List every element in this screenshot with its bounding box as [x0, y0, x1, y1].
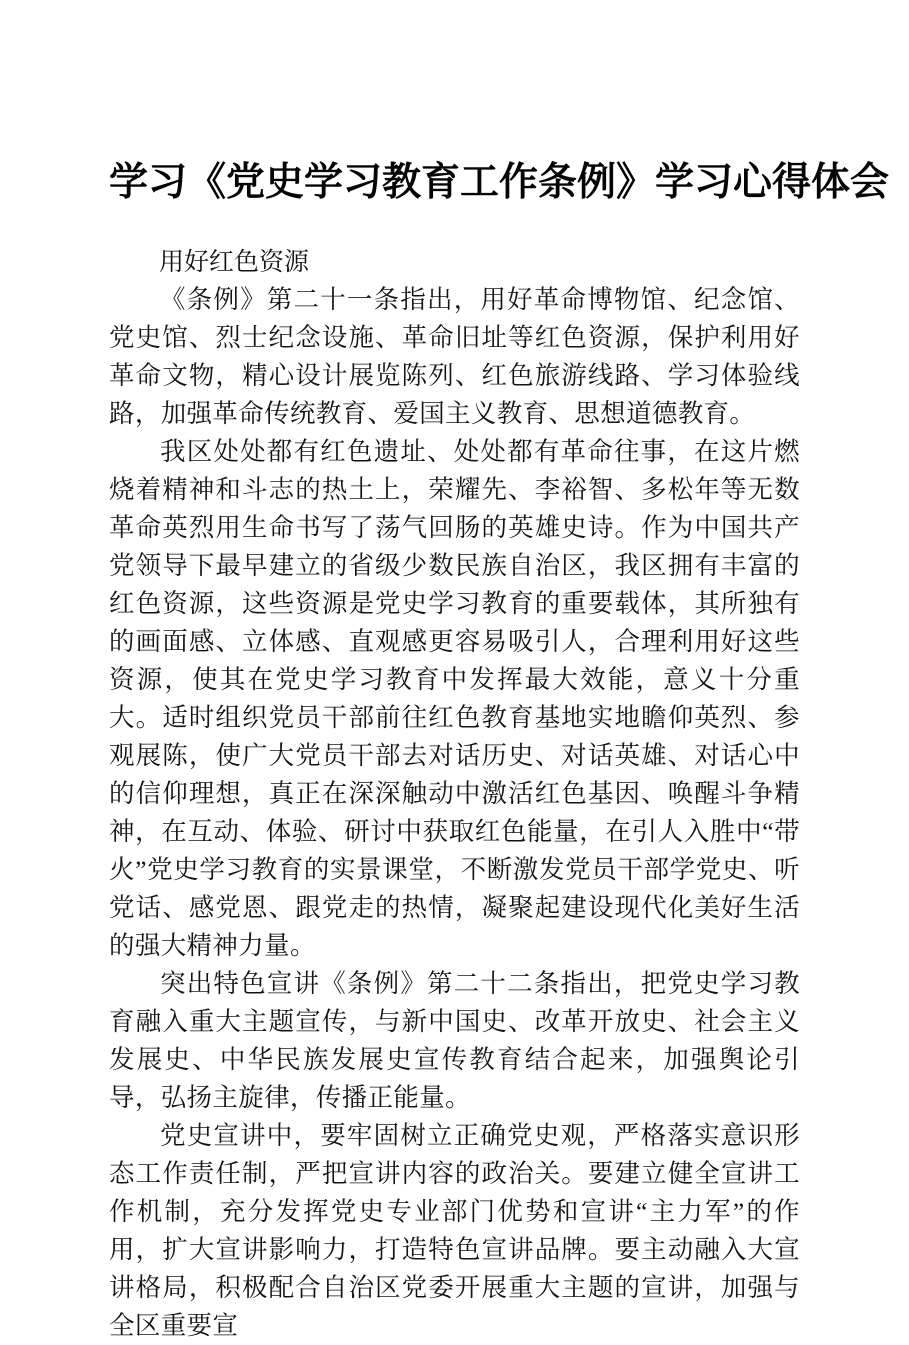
body-paragraph-3: 突出特色宣讲《条例》第二十二条指出，把党史学习教育融入重大主题宣传，与新中国史、改革开放史、社会主义发展史、中华民族发展史宣传教育结合起来，加强舆论引导，弘扬主旋律，传播正能量。: [109, 969, 800, 1112]
body-paragraph-2: 我区处处都有红色遗址、处处都有革命往事，在这片燃烧着精神和斗志的热土上，荣耀先、李裕智、多松年等无数革命英烈用生命书写了荡气回肠的英雄史诗。作为中国共产党领导下最早建立的省级少数民族自治区，我区拥有丰富的红色资源，这些资源是党史学习教育的重要载体，其所独有的画面感、立体感、直观感更容易吸引人，合理利用好这些资源，使其在党史学习教育中发挥最大效能，意义十分重大。适时组织党员干部前往红色教育基地实地瞻仰英烈、参观展陈，使广大党员干部去对话历史、对话英雄、对话心中的信仰理想，真正在深深触动中激活红色基因、唤醒斗争精神，在互动、体验、研讨中获取红色能量，在引人入胜中“带火”党史学习教育的实景课堂，不断激发党员干部学党史、听党话、感党恩、跟党走的热情，凝聚起建设现代化美好生活的强大精神力量。: [109, 437, 800, 960]
body-paragraph-4: 党史宣讲中，要牢固树立正确党史观，严格落实意识形态工作责任制，严把宣讲内容的政治关。要建立健全宣讲工作机制，充分发挥党史专业部门优势和宣讲“主力军”的作用，扩大宣讲影响力，打造特色宣讲品牌。要主动融入大宣讲格局，积极配合自治区党委开展重大主题的宣讲，加强与全区重要宣: [109, 1121, 800, 1340]
body-paragraph-1: 《条例》第二十一条指出，用好革命博物馆、纪念馆、党史馆、烈士纪念设施、革命旧址等红色资源，保护利用好革命文物，精心设计展览陈列、红色旅游线路、学习体验线路，加强革命传统教育、爱国主义教育、思想道德教育。: [109, 285, 800, 428]
page-content-column: [109, 0, 890, 1345]
section-heading-use-red-resources: 用好红色资源: [159, 247, 310, 276]
page-title: 学习《党史学习教育工作条例》学习心得体会: [109, 160, 890, 205]
